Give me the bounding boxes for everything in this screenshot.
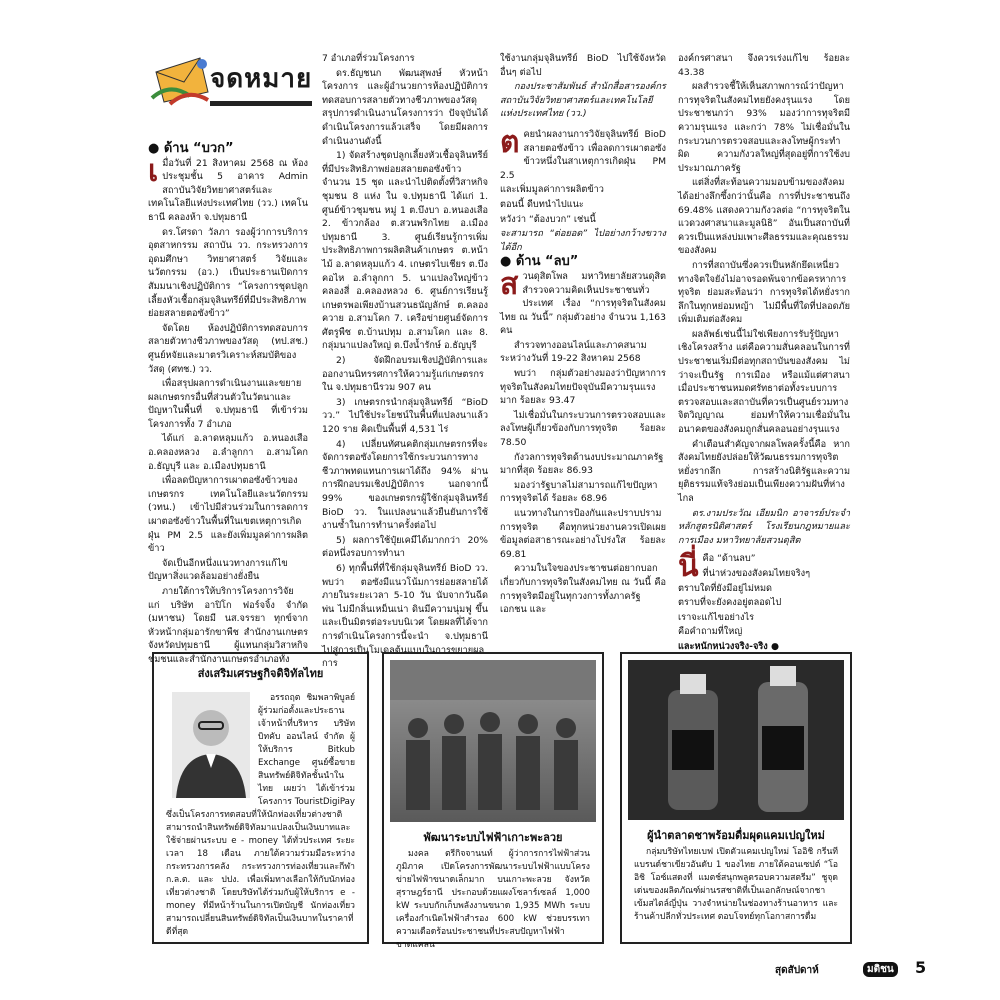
box-title: พัฒนาระบบไฟฟ้าเกาะพะลวย bbox=[423, 831, 563, 844]
paragraph: แนวทางในการป้องกันและปราบปรามการทุจริต คือทุกหน่วยงานควรเปิดเผยข้อมูลต่อสาธารณะอย่างโปร่งใส ร้อยละ 69.81 bbox=[500, 508, 666, 560]
envelope-icon bbox=[150, 52, 212, 106]
paragraph: ภายใต้การให้บริการโครงการวิจัย แก่ บริษัท อาปิโก ฟอร์จจิ้ง จำกัด (มหาชน) โดยมี นส.จรรยา ทุกข์จาก หัวหน้ากลุ่มอารักขาพืช สำนักงานเกษตรจังหวัดปทุมธานี ผู้แทนกลุ่มวิสาหกิจชุมชนและสำนักงานเกษตรอำเภอทั้ง bbox=[148, 586, 308, 665]
news-box-digital-economy bbox=[152, 652, 369, 944]
paragraph: 1) จัดสร้างชุดปลูกเลี้ยงหัวเชื้อจุลินทรีย์ที่มีประสิทธิภาพย่อยสลายตอซังข้าวจำนวน 15 ชุด และนำไปติดตั้งที่วิสาหกิจชุมชน 8 แห่ง ใน จ.ปทุมธานี ได้แก่ 1. ศูนย์ข้าวชุมชน หมู่ 1 ต.บึงบา อ.หนองเสือ 2. ข้าวกล้อง ต.สวนพริกไทย อ.เมืองปทุมธานี 3. ศูนย์เรียนรู้การเพิ่มประสิทธิภาพการผลิตสินค้าเกษตร ต.หน้าไม้ อ.ลาดหลุมแก้ว 4. เกษตรไบเชียร ต.บึงคอไห อ.ลำลูกกา 5. นาแปลงใหญ่ข้าวคลองสี่ อ.คลองหลวง 6. ศูนย์การเรียนรู้เกษตรพอเพียงบ้านสวนธนัญลักษ์ ต.คลองควาย อ.สามโคก 7. เครือข่ายศูนย์จัดการศัตรูพืช ต.บ้านปทุม อ.สามโคก และ 8. กลุ่มนาแปลงใหญ่ ต.บึงน้ำรักษ์ อ.ธัญบุรี bbox=[322, 150, 488, 352]
news-box-electricity bbox=[382, 652, 604, 950]
dropcap: เ bbox=[148, 153, 159, 189]
paragraph: หวังว่า “ต้องบวก” เช่นนี้ bbox=[500, 213, 596, 225]
box-text bbox=[634, 846, 838, 938]
page-number: 5 bbox=[915, 958, 927, 977]
dropcap: ส bbox=[500, 266, 519, 302]
paragraph: ใช้งานกลุ่มจุลินทรีย์ BioD ไปใช้จังหวัดอื่นๆ ต่อไป bbox=[500, 53, 666, 78]
paragraph: ไม่เชื่อมั่นในกระบวนการตรวจสอบและลงโทษผู้เกี่ยวข้องกับการทุจริต ร้อยละ 78.50 bbox=[500, 409, 666, 449]
bottle-icon bbox=[628, 660, 844, 820]
paragraph: กลุ่มบริษัทไทยเบฟ เปิดตัวแคมเปญใหม่ โออิชิ กรีนที แบรนด์ชาเขียวอันดับ 1 ของไทย ภายใต้คอนเซปต์ “โออิชิ โอซ์แสดงที่ แมตช์สนุกพลูตรอบความสตรีม” ชูจุดเด่นของผลิตภัณฑ์ผ่านรสชาติที่เป็นเอกลักษณ์จากชาเข้มสไตล์ญี่ปุ่น วางจำหน่ายในช่องทางร้านอาหาร และร้านค้าปลีกทั่วประเทศ ตอบโจทย์ทุกโอกาสการดื่ม bbox=[634, 847, 838, 922]
paragraph: จัดโดย ห้องปฏิบัติการทดสอบการสลายตัวทางชีวภาพของวัสดุ (ทป.สช.) ศูนย์หจัยและมาตรวิเคราะห์สมบัติของวัสดุ (ศทช.) วว. bbox=[148, 322, 308, 375]
paragraph: 7 อำเภอที่ร่วมโครงการ bbox=[322, 53, 415, 64]
group-photo bbox=[390, 660, 596, 822]
people-group-icon bbox=[390, 660, 596, 822]
paragraph: ได้แก่ อ.ลาดหลุมแก้ว อ.หนองเสือ อ.คลองหลวง อ.ลำลูกกา อ.สามโคก อ.ธัญบุรี และ อ.เมืองปทุมธานี bbox=[148, 433, 308, 472]
author-credit: ดร.งามประวัณ เอียมนิก อาจารย์ประจำหลักสูตรนิติศาสตร์ โรงเรียนกฎหมายและการเมือง มหาวิทยาลัยสวนดุสิต bbox=[678, 507, 850, 546]
closing-italic: จะสามารถ “ต่อยอด” ไปอย่างกว้างขวางได้อีก bbox=[500, 228, 666, 253]
magazine-badge: มติชน bbox=[863, 962, 898, 977]
closing-line: ตราบใดที่ยังมีอยู่ไม่หมด bbox=[678, 582, 772, 594]
closing-line: เราจะแก้ไขอย่างไร bbox=[678, 611, 755, 623]
heading-negative: ● ด้าน “ลบ” bbox=[500, 254, 579, 270]
paragraph: เพื่อสรุปผลการดำเนินงานและขยายผลเกษตรกรอื่นที่ส่วนตัวในวัตนาและปัญหาในพื้นที่ จ.ปทุมธานี ที่เข้าร่วมโครงการทั้ง 7 อำเภอ bbox=[148, 378, 308, 430]
paragraph: จัดเป็นอีกหนึ่งแนวทางการแก้ไขปัญหาสิ่งแวดล้อมอย่างยั่งยืน bbox=[148, 557, 288, 583]
paragraph: 4) เปลี่ยนทัศนคติกลุ่มเกษตรกรที่จะจัดการตอซังโดยการใช้กระบวนการทางชีวภาพทดแทนการเผาได้ถึง 94% ผ่านการฝึกอบรมเชิงปฏิบัติการ นอกจากนี้ 99% ของเกษตรกรผู้ใช้กลุ่มจุลินทรีย์ BioD วว. ในแปลงนาแล้วยืนยันการใช้งานซ้ำในการทำนาครั้งต่อไป bbox=[322, 438, 488, 532]
paragraph: กังวลการทุจริตด้านงบประมาณภาครัฐมากที่สุด ร้อยละ 86.93 bbox=[500, 451, 664, 477]
paragraph: 3) เกษตรกรนำกลุ่มจุลินทรีย์ “BioD วว.” ไปใช้ประโยชน์ในพื้นที่แปลงนาแล้ว 120 ราย คิดเป็นพื้นที่ 4,531 ไร่ bbox=[322, 396, 488, 436]
paragraph: 2) จัดฝึกอบรมเชิงปฏิบัติการและออกงานนิทรรศการให้ความรู้แก่เกษตรกรใน จ.ปทุมธานีรวม 907 คน bbox=[322, 355, 488, 394]
closing-line: คือ “ด้านลบ” bbox=[702, 553, 756, 565]
paragraph: ดร.ธัญชนก พัฒนสุพงษ์ หัวหน้าโครงการ และผู้อำนวยการห้องปฏิบัติการทดสอบการสลายตัวทางชีวภาพของวัสดุสรุปการดำเนินงานโครงการว่า ปัจจุบันได้ดำเนินโครงการแล้วเสร็จ โดยมีผลการดำเนินงานดังนี้ bbox=[322, 67, 488, 147]
paragraph: องค์กรศาสนา จึงควรเร่งแก้ไข ร้อยละ 43.38 bbox=[678, 53, 850, 78]
box-title: ส่งเสริมเศรษฐกิจดิจิทัลไทย bbox=[197, 667, 324, 680]
box-text bbox=[166, 692, 355, 936]
credit-line: กองประชาสัมพันธ์ สำนักสื่อสารองค์กร สถาบันวิจัยวิทยาศาสตร์และเทคโนโลยีแห่งประเทศไทย (วว.) bbox=[500, 81, 666, 120]
paragraph: และเพิ่มมูลค่าการผลิตข้าว bbox=[500, 184, 604, 196]
paragraph: ความในใจของประชาชนต่อยากบอกเกี่ยวกับการทุจริตในสังคมไทย ณ วันนี้ คือ การทุจริตมีอยู่ในทุกวงการทั้งภาครัฐ เอกชน และ bbox=[500, 563, 666, 616]
dropcap: นี่ bbox=[678, 549, 699, 585]
paragraph: มงคล ตรีกิจจานนท์ ผู้ว่าการการไฟฟ้าส่วนภูมิภาค เปิดโครงการพัฒนาระบบไฟฟ้าแบบโครงข่ายไฟฟ้าขนาดเล็กมาก บนเกาะพะลวย จังหวัดสุราษฎร์ธานี ประกอบด้วยแผงโซลาร์เซลล์ 1,000 kW ระบบกักเก็บพลังงานขนาด 1,935 MWh ระบบเครื่องกำเนิดไฟฟ้าสำรอง 600 kW ช่วยบรรเทาความเดือดร้อนประชาชนที่ประสบปัญหาไฟฟ้าขาดแคลน bbox=[396, 849, 590, 950]
box-title: ผู้นำตลาดชาพร้อมดื่มผุดแคมเปญใหม่ bbox=[647, 829, 825, 842]
paragraph: ตอนนี้ ดีบทนำไปแนะ bbox=[500, 198, 584, 210]
paragraph: มองว่ารัฐบาลไม่สามารถแก้ไขปัญหาการทุจริตได้ ร้อยละ 68.96 bbox=[500, 479, 658, 505]
paragraph: เพื่อลดปัญหาการเผาตอซังข้าวของเกษตรกร เทคโนโลยีและนวัตกรรม (วทน.) เข้าไปมีส่วนร่วมในการลดการเผาตอซังข้าวในพื้นที่ในเขตเหตุการเกิดฝุ่น PM 2.5 และยังเพิ่มมูลค่าการผลิตข้าว bbox=[148, 475, 308, 555]
paragraph: ผลลัพธ์เช่นนี้ไม่ใช่เพียงการรับรู้ปัญหาเชิงโครงสร้าง แต่คือความสั่นคลอนในการที่ประชาชนเริ่มมีต่อทุกสถาบันของสังคม ไม่ว่าจะเป็นรัฐ การเมือง หรือแม้แต่ศาสนา เมื่อประชาชนหมดศรัทธาต่อทั้งระบบการตรวจสอบและสถาบันที่ควรเป็นศูนย์รวมทางจิตวิญญาณ ย่อมทำให้ความเชื่อมั่นในอนาคตของสังคมถูกสั่นคลอนอย่างรุนแรง bbox=[678, 328, 850, 436]
paragraph: 5) ผลการใช้ปุ๋ยเคมีได้มากกว่า 20% ต่อหนึ่งรอบการทำนา bbox=[322, 534, 488, 560]
paragraph: วนดุสิตโพล มหาวิทยาลัยสวนดุสิต สำรวจความคิดเห็นประชาชนทั่วประเทศ เรื่อง “การทุจริตในสังคมไทย ณ วันนี้” กลุ่มตัวอย่าง จำนวน 1,163 คน bbox=[500, 270, 666, 337]
product-photo bbox=[628, 660, 844, 820]
news-box-tea bbox=[620, 652, 852, 944]
paragraph: การที่สถาบันซึ่งควรเป็นหลักยึดเหนี่ยวทางจิตใจยังไม่อาจรอดพ้นจากข้อครหาการทุจริต ย่อมสะท้อนว่า การทุจริตได้หยั่งรากลึกในทุกหย่อมหญ้า ไม่มีพื้นที่ใดที่ปลอดภัยเพิ่มเติมต่อสังคม bbox=[678, 259, 850, 326]
paragraph: พบว่า กลุ่มตัวอย่างมองว่าปัญหาการทุจริตในสังคมไทยปัจจุบันมีความรุนแรงมาก ร้อยละ 93.47 bbox=[500, 368, 666, 407]
section-title: จดหมาย bbox=[210, 58, 312, 106]
paragraph: มื่อวันที่ 21 สิงหาคม 2568 ณ ห้องประชุมชั้น 5 อาคาร Admin สถาบันวิจัยวิทยาศาสตร์และเทคโนโลยีแห่งประเทศไทย (วว.) เทคโนธานี คลองห้า จ.ปทุมธานี bbox=[148, 157, 308, 223]
section-logo bbox=[150, 52, 313, 106]
paragraph: ผลสำรวจชี้ให้เห็นสภาพการณ์ว่าปัญหาการทุจริตในสังคมไทยยังคงรุนแรง โดยประชาชนกว่า 93% มองว่าการทุจริตมีความรุนแรง และกว่า 78% ไม่เชื่อมั่นในกระบวนการตรวจสอบและลงโทษผู้กระทำผิด ความกังวลใหญ่ที่สุดอยู่ที่การใช้งบประมาณภาครัฐ bbox=[678, 81, 850, 174]
closing-line: ตราบที่จะยังคงอยู่ตลอดไป bbox=[678, 597, 782, 609]
heading-positive: ● ด้าน “บวก” bbox=[148, 141, 234, 156]
magazine-name: สุดสัปดาห์ bbox=[775, 965, 819, 976]
closing-line: คือคำถามที่ใหญ่ bbox=[678, 626, 743, 638]
paragraph: อรรถฤต ชิมพลาพิบูลย์ ผู้ร่วมก่อตั้งและประธานเจ้าหน้าที่บริหาร บริษัท บิทคับ ออนไลน์ จำกัด ผู้ให้บริการ Bitkub Exchange ศูนย์ซื้อขายสินทรัพย์ดิจิทัลชั้นนำในไทย เผยว่า ได้เข้าร่วมโครงการ TouristDigiPay ซึ่งเป็นโครงการทดสอบที่ให้นักท่องเที่ยวต่างชาติสามารถนำสินทรัพย์ดิจิทัลมาแปลงเป็นเงินบาทและใช้จ่ายผ่านระบบ e - money ได้ทั่วประเทศ ระยะเวลา 18 เดือน ภายใต้ความร่วมมือระหว่างกระทรวงการคลัง กระทรวงการท่องเที่ยวและกีฬา ก.ล.ต. และ ปปง. เพื่อเพิ่มทางเลือกให้กับนักท่องเที่ยวต่างชาติ โดยบริษัทได้ร่วมกับผู้ให้บริการ e - money ที่มีหน้าร้านในการเปิดบัญชี นักท่องเที่ยวสามารถเปลี่ยนสินทรัพย์ดิจิทัลเป็นเงินบาทในราคาที่ดีที่สุด bbox=[166, 693, 355, 937]
paragraph: 6) ทุกพื้นที่ที่ใช้กลุ่มจุลินทรีย์ BioD วว. พบว่า ตอซังมีแนวโน้มการย่อยสลายได้ภายในระยะเวลา 5-10 วัน นับจากวันฉีดพ่น ไม่มีกลิ่นเหม็นเน่า ดินมีความนุ่มฟู ขึ้น และเป็นมิตรต่อระบบนิเวศ โดยผลที่ได้จากการดำเนินโครงการนี้จะนำ จ.ปทุมธานี ไปสู่การเป็นโมเดลต้นแบบในการขยายผลการ bbox=[322, 562, 488, 670]
paragraph: แต่สิ่งที่สะท้อนความมอบข้ามของสังคมได้อย่างลึกซึ้งกว่านั้นคือ การที่ประชาชนถึง 69.48% แสดงความกังวลต่อ “การทุจริตในแวดวงศาสนาและมูลนิธิ” อันเป็นสถาบันที่ควรเป็นแหล่งบ่มเพาะศีลธรรมและคุณธรรมของสังคม bbox=[678, 177, 850, 257]
closing-line: และหนักหน่วงจริง-จริง ● bbox=[678, 640, 780, 652]
paragraph: คยนำผลงานการวิจัยจุลินทรีย์ BioD สลายตอซังข้าว เพื่อลดการเผาตอซังข้าวหนึ่งในสาเหตุการเกิดฝุ่น PM 2.5 bbox=[500, 128, 666, 181]
paragraph: สำรวจทางออนไลน์และภาคสนามระหว่างวันที่ 19-22 สิงหาคม 2568 bbox=[500, 339, 647, 365]
paragraph: ดร.โศรดา วัลภา รองผู้ว่าการบริการอุตสาหกรรม สถาบัน วว. กระทรวงการอุดมศึกษา วิทยาศาสตร์ วิจัยและนวัตกรรม (อว.) เป็นประธานเปิดการสัมมนาเชิงปฏิบัติการ “โครงการชุดปลูกเลี้ยงหัวเชื้อกลุ่มจุลินทรีย์ที่มีประสิทธิภาพย่อยสลายตอซังข้าว” bbox=[148, 226, 308, 320]
dropcap: ต bbox=[500, 124, 520, 160]
box-text bbox=[396, 848, 590, 950]
closing-line: ที่น่าห่วงของสังคมไทยจริงๆ bbox=[702, 567, 811, 579]
paragraph: คำเตือนสำคัญจากผลโพลครั้งนี้คือ หากสังคมไทยยังปล่อยให้วัฒนธรรมการทุจริตหยั่งรากลึก การสร้างนิติรัฐและความยุติธรรมแท้จริงย่อมเป็นเพียงความฝันที่ห่างไกล bbox=[678, 438, 850, 504]
